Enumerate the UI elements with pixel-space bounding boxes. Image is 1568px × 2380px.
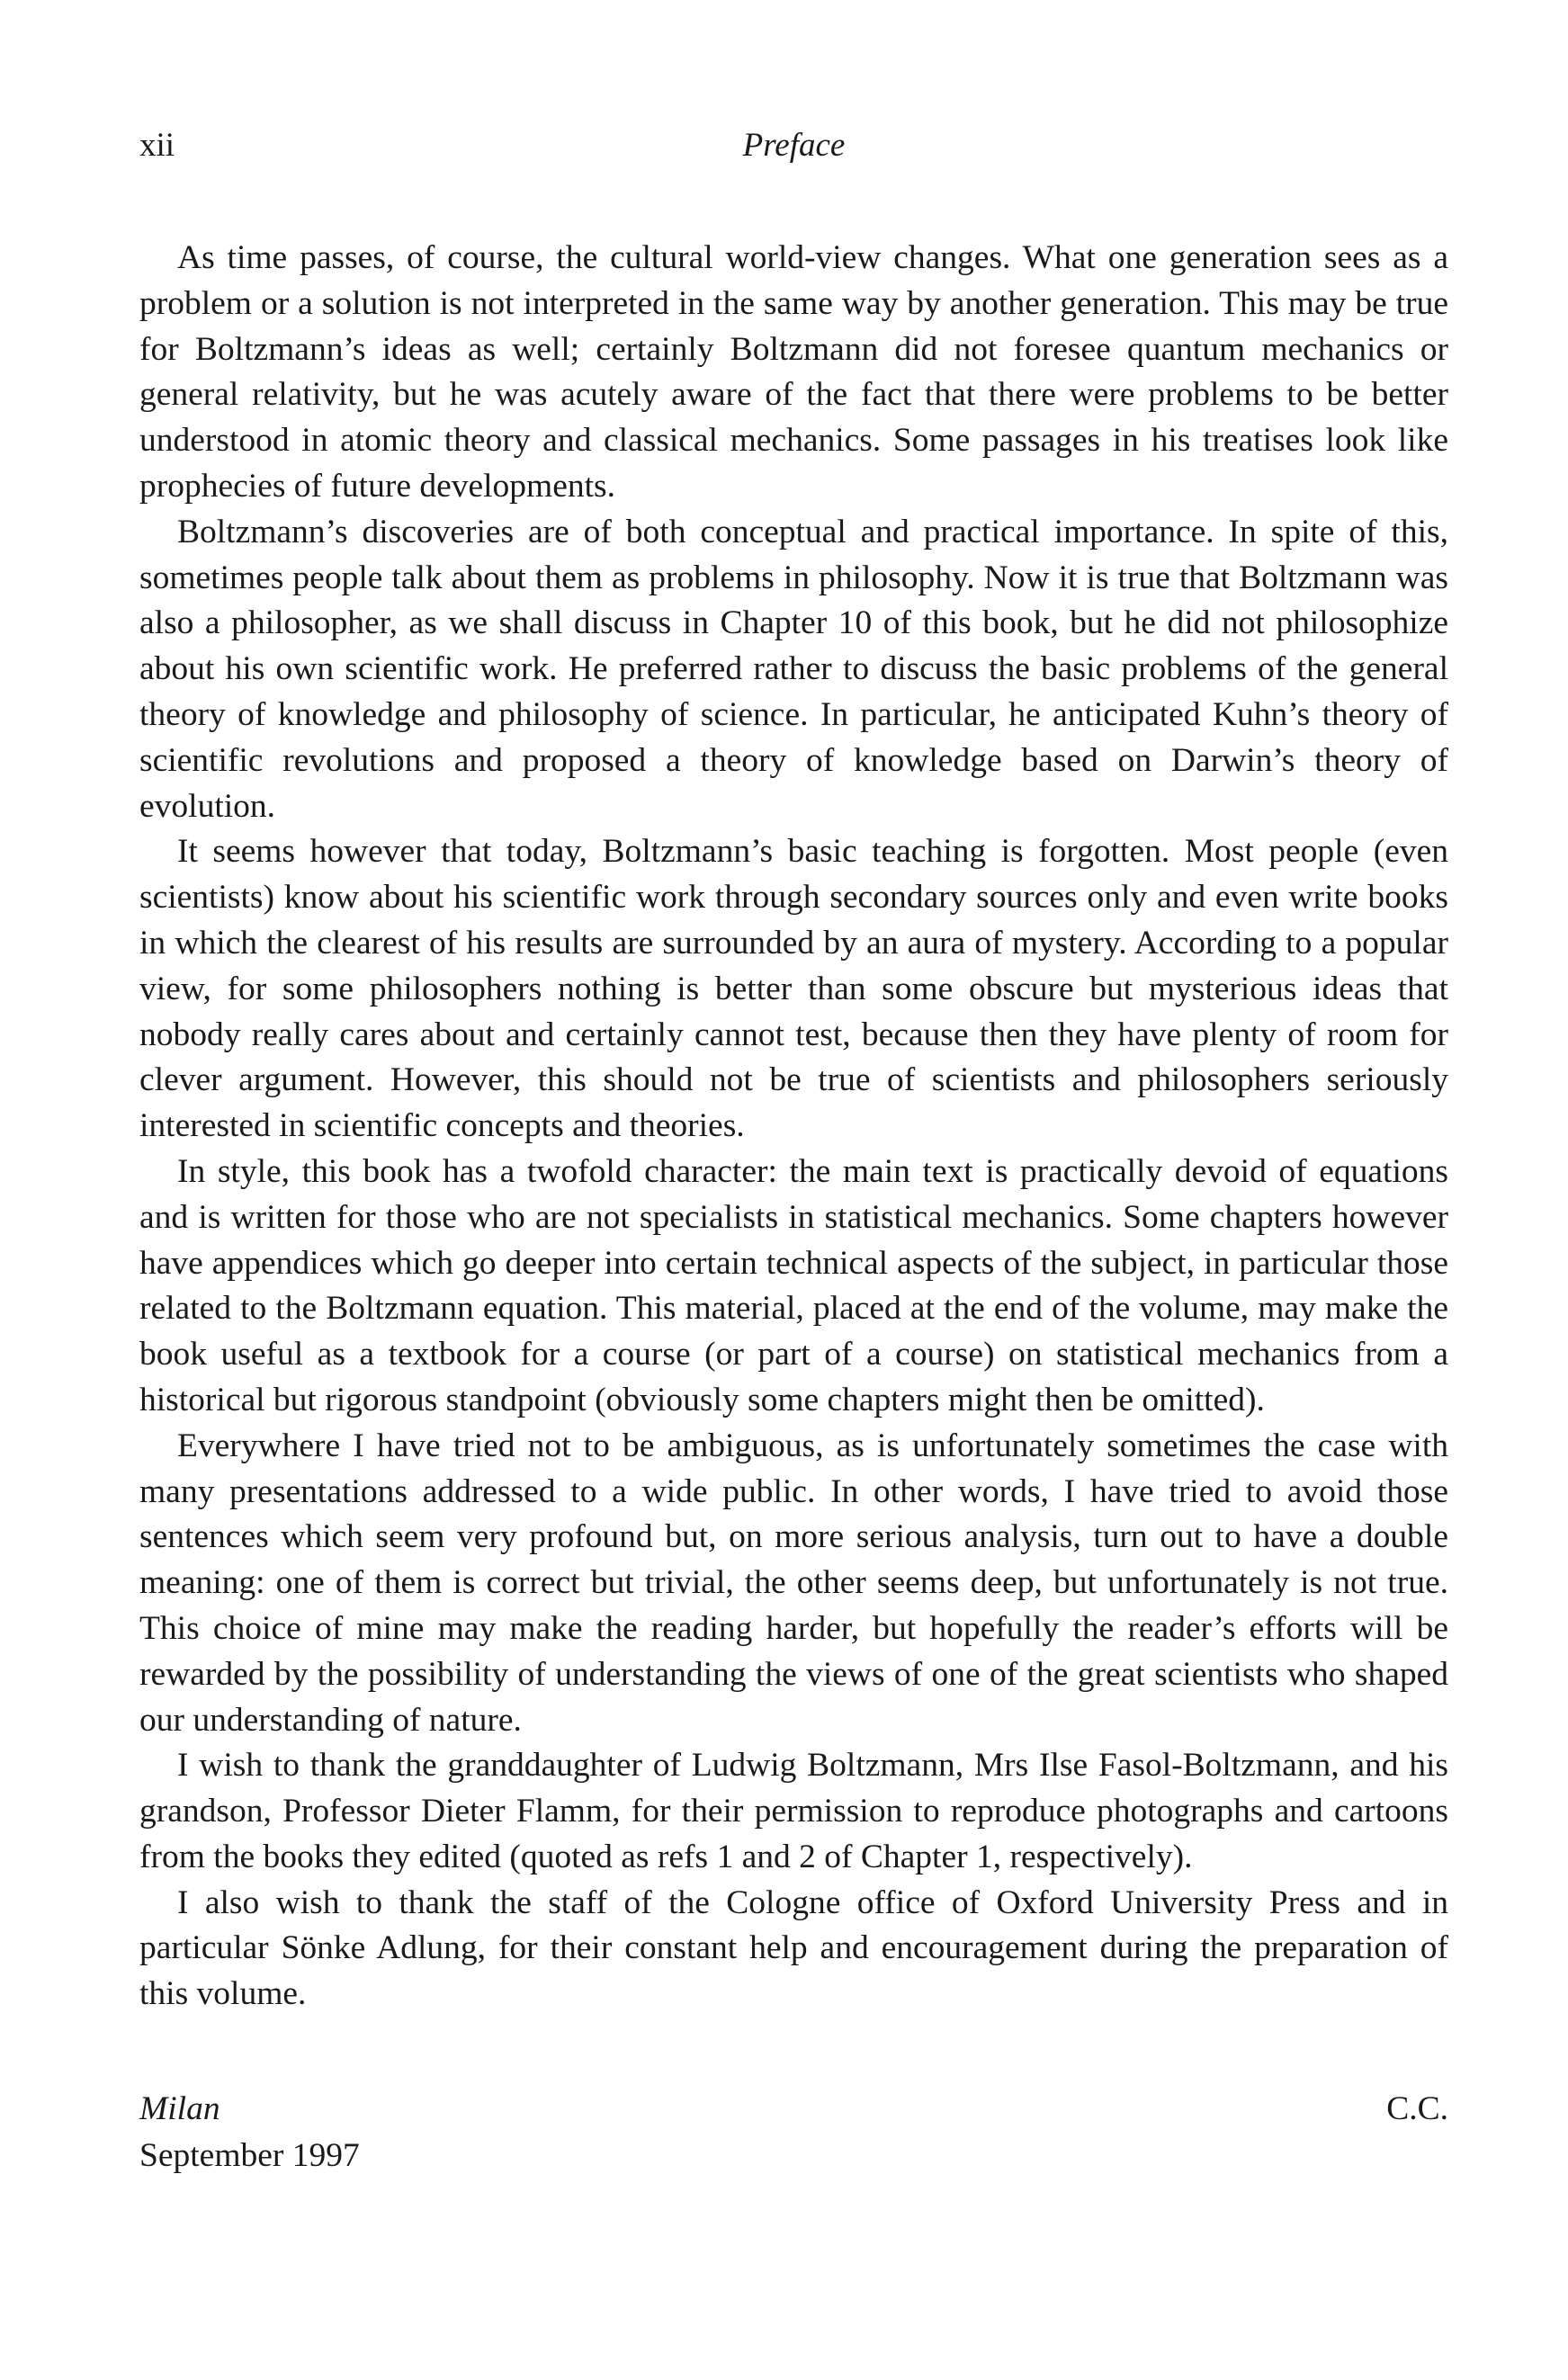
paragraph: Everywhere I have tried not to be ambiguous, as is unfortunately sometimes the case with many presentations addressed to a wide public. In other words, I have tried to avoid those sentences which seem very profound but, on more serious analysis, turn out to have a double meaning: one of them is correct but trivial, the other seems deep, but unfortunately is not true. This choice of mine may make the reading harder, but hopefully the reader’s efforts will be rewarded by the possibility of understanding the views of one of the great scientists who shaped our understanding of nature. xyxy=(139,1427,1448,1739)
paragraph: Boltzmann’s discoveries are of both conceptual and practical importance. In spite of this, sometimes people talk about them as problems in philosophy. Now it is true that Boltzmann was also a philosopher, as we shall discuss in Chapter 10 of this book, but he did not philosophize about his own scientific work. He preferred rather to discuss the basic problems of the general theory of knowledge and philosophy of science. In particular, he anticipated Kuhn’s theory of scientific revolutions and proposed a theory of knowledge based on Darwin’s theory of evolution. xyxy=(139,513,1448,825)
author-initials: C.C. xyxy=(1386,2090,1448,2128)
page xyxy=(139,126,1448,2179)
paragraph: As time passes, of course, the cultural world-view changes. What one generation sees as a problem or a solution is not interpreted in the same way by another generation. This may be true for Boltzmann’s ideas as well; certainly Boltzmann did not foresee quantum mechanics or general relativity, but he was acutely aware of the fact that there were problems to be better understood in atomic theory and classical mechanics. Some passages in his treatises look like prophecies of future developments. xyxy=(139,239,1448,505)
paragraph: In style, this book has a twofold character: the main text is practically devoid of equations and is written for those who are not specialists in statistical mechanics. Some chapters however have appendices which go deeper into certain technical aspects of the subject, in particular those related to the Boltzmann equation. This material, placed at the end of the volume, may make the book useful as a textbook for a course (or part of a course) on statistical mechanics from a historical but rigorous standpoint (obviously some chapters might then be omitted). xyxy=(139,1152,1448,1418)
running-head xyxy=(139,126,1448,180)
running-title: Preface xyxy=(742,127,846,164)
signoff xyxy=(139,2086,1448,2179)
signoff-date: September 1997 xyxy=(139,2137,360,2175)
paragraph: I also wish to thank the staff of the Cologne office of Oxford University Press and in particular Sönke Adlung, for their constant help and encouragement during the preparation of this volume. xyxy=(139,1883,1448,2013)
page-number: xii xyxy=(139,127,175,164)
signoff-place: Milan xyxy=(139,2090,220,2128)
paragraph: It seems however that today, Boltzmann’s basic teaching is forgotten. Most people (even scientists) know about his scientific work through secondary sources only and even write books in which the clearest of his results are surrounded by an aura of mystery. According to a popular view, for some philosophers nothing is better than some obscure but mysterious ideas that nobody really cares about and certainly cannot test, because then they have plenty of room for clever argument. However, this should not be true of scientists and philosophers seriously interested in scientific concepts and theories. xyxy=(139,833,1448,1145)
preface-body xyxy=(139,236,1448,2018)
paragraph: I wish to thank the granddaughter of Ludwig Boltzmann, Mrs Ilse Fasol-Boltzmann, and his grandson, Professor Dieter Flamm, for their permission to reproduce photographs and cartoons from the books they edited (quoted as refs 1 and 2 of Chapter 1, respectively). xyxy=(139,1747,1448,1875)
